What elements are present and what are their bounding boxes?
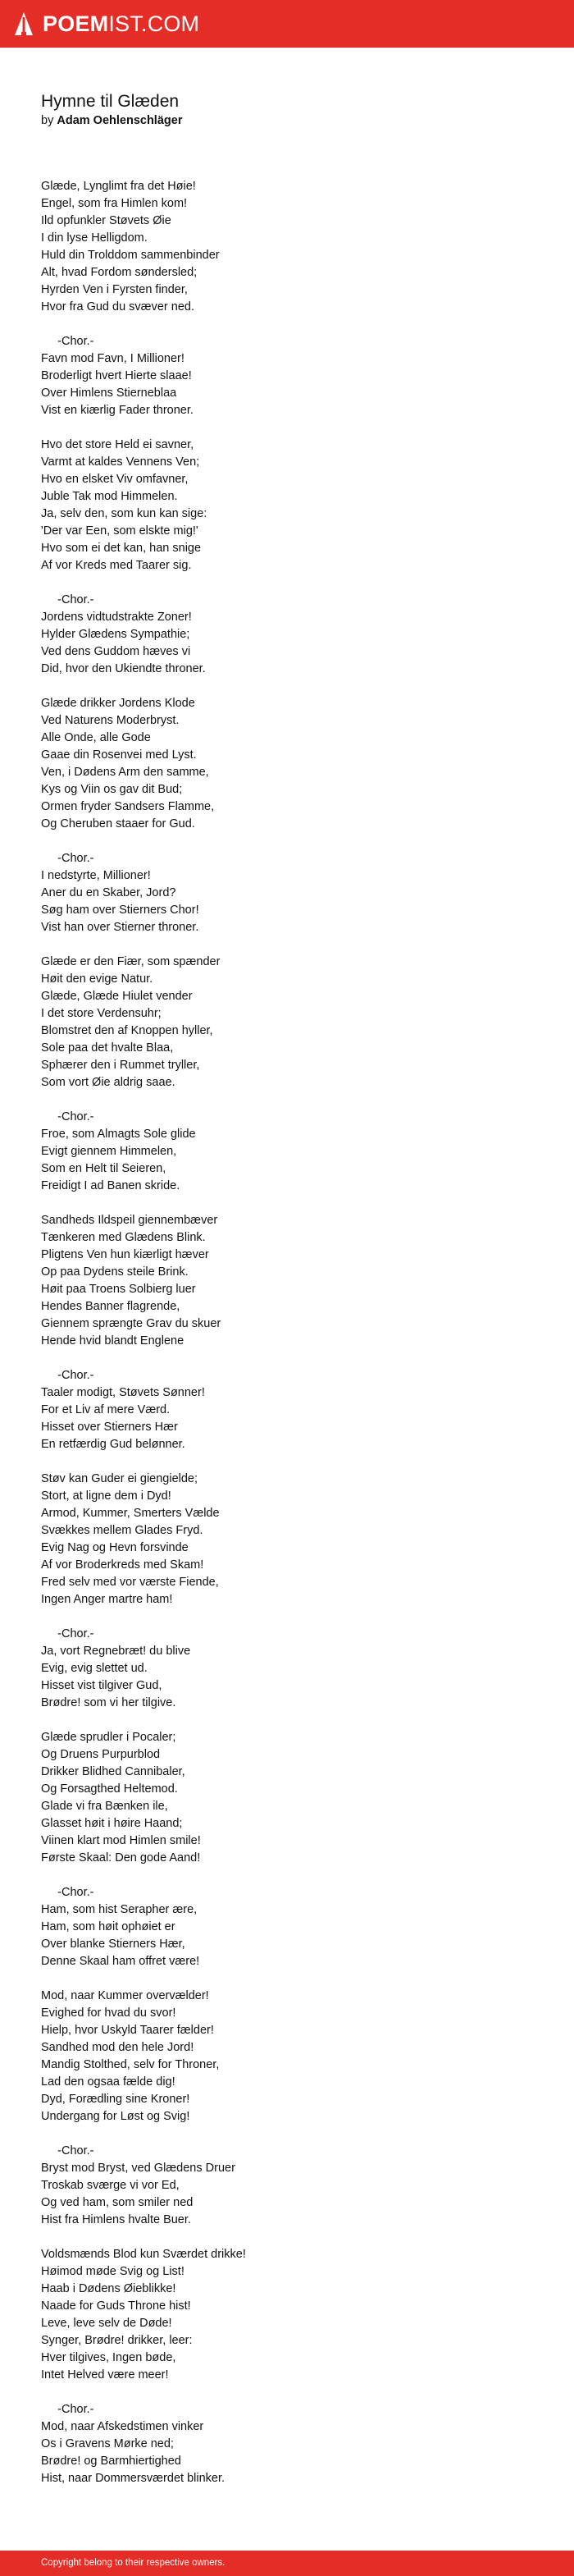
author-link[interactable]: Adam Oehlenschläger — [57, 114, 183, 127]
poem-header — [41, 91, 533, 129]
copyright-notice: Copyright belong to their respective owners. — [41, 2558, 226, 2568]
site-name — [43, 11, 199, 36]
site-logo[interactable] — [15, 11, 199, 36]
site-name-light: IST.COM — [108, 11, 200, 36]
byline-prefix: by — [41, 114, 54, 127]
quill-pen-icon — [15, 12, 33, 35]
top-bar — [0, 0, 574, 48]
footer-bar — [0, 2551, 574, 2576]
poem-title: Hymne til Glæden — [41, 92, 180, 111]
site-name-bold: POEM — [43, 11, 109, 36]
poem-byline — [41, 112, 533, 129]
poem-body: Glæde, Lynglimt fra det Høie! Engel, som fra Himlen kom! Ild opfunkler Støvets Øie I din lyse Helligdom. Huld din Trolddom sammenbinder Alt, hvad Fordom søndersled; Hyrden Ven i Fyrsten finder, Hvor fra Gud du svæver ned. -Chor.- Favn mod Favn, I Millioner! Broderligt hvert Hierte slaae! Over Himlens Stierneblaa Vist en kiærlig Fader throner. Hvo det store Held ei savner, Varmt at kaldes Vennens Ven; Hvo en elsket Viv omfavner, Juble Tak mod Himmelen. Ja, selv den, som kun kan sige: 'Der var Een, som elskte mig!' Hvo som ei det kan, han snige Af vor Kreds med Taarer sig. -Chor.- Jordens vidtudstrakte Zoner! Hylder Glædens Sympathie; Ved dens Guddom hæves vi Did, hvor den Ukiendte throner. Glæde drikker Jordens Klode Ved Naturens Moderbryst. Alle Onde, alle Gode Gaae din Rosenvei med Lyst. Ven, i Dødens Arm den samme, Kys og Viin os gav dit Bud; Ormen fryder Sandsers Flamme, Og Cheruben staaer for Gud. -Chor.- I nedstyrte, Millioner! Aner du en Skaber, Jord? Søg ham over Stierners Chor! Vist han over Stierner throner. Glæde er den Fiær, som spænder Høit den evige Natur. Glæde, Glæde Hiulet vender I det store Verdensuhr; Blomstret den af Knoppen hyller, Sole paa det hvalte Blaa, Sphærer den i Rummet tryller, Som vort Øie aldrig saae. -Chor.- Froe, som Almagts Sole glide Evigt giennem Himmelen, Som en Helt til Seieren, Freidigt I ad Banen skride. Sandheds Ildspeil giennembæver Tænkeren med Glædens Blink. Pligtens Ven hun kiærligt hæver Op paa Dydens steile Brink. Høit paa Troens Solbierg luer Hendes Banner flagrende, Giennem sprængte Grav du skuer Hende hvid blandt Englene -Chor.- Taaler modigt, Støvets Sønner! For et Liv af mere Værd. Hisset over Stierners Hær En retfærdig Gud belønner. Støv kan Guder ei giengielde; Stort, at ligne dem i Dyd! Armod, Kummer, Smerters Vælde Svækkes mellem Glades Fryd. Evig Nag og Hevn forsvinde Af vor Broderkreds med Skam! Fred selv med vor værste Fiende, Ingen Anger martre ham! -Chor.- Ja, vort Regnebræt! du blive Evig, evig slettet ud. Hisset vist tilgiver Gud, Brødre! som vi her tilgive. Glæde sprudler i Pocaler; Og Druens Purpurblod Drikker Blidhed Cannibaler, Og Forsagthed Heltemod. Glade vi fra Bænken ile, Glasset høit i høire Haand; Viinen klart mod Himlen smile! Første Skaal: Den gode Aand! -Chor.- Ham, som hist Serapher ære, Ham, som høit ophøiet er Over blanke Stierners Hær, Denne Skaal ham offret være! Mod, naar Kummer overvælder! Evighed for hvad du svor! Hielp, hvor Uskyld Taarer fælder! Sandhed mod den hele Jord! Mandig Stolthed, selv for Throner, Lad den ogsaa fælde dig! Dyd, Forædling sine Kroner! Undergang for Løst og Svig! -Chor.- Bryst mod Bryst, ved Glædens Druer Troskab sværge vi vor Ed, Og ved ham, som smiler ned Hist fra Himlens hvalte Buer. Voldsmænds Blod kun Sværdet drikke! Høimod møde Svig og List! Haab i Dødens Øieblikke! Naade for Guds Throne hist! Leve, leve selv de Døde! Synger, Brødre! drikker, leer: Hver tilgives, Ingen bøde, Intet Helved være meer! -Chor.- Mod, naar Afskedstimen vinker Os i Gravens Mørke ned; Brødre! og Barmhiertighed Hist, naar Dommersværdet blinker. — [41, 180, 246, 2485]
